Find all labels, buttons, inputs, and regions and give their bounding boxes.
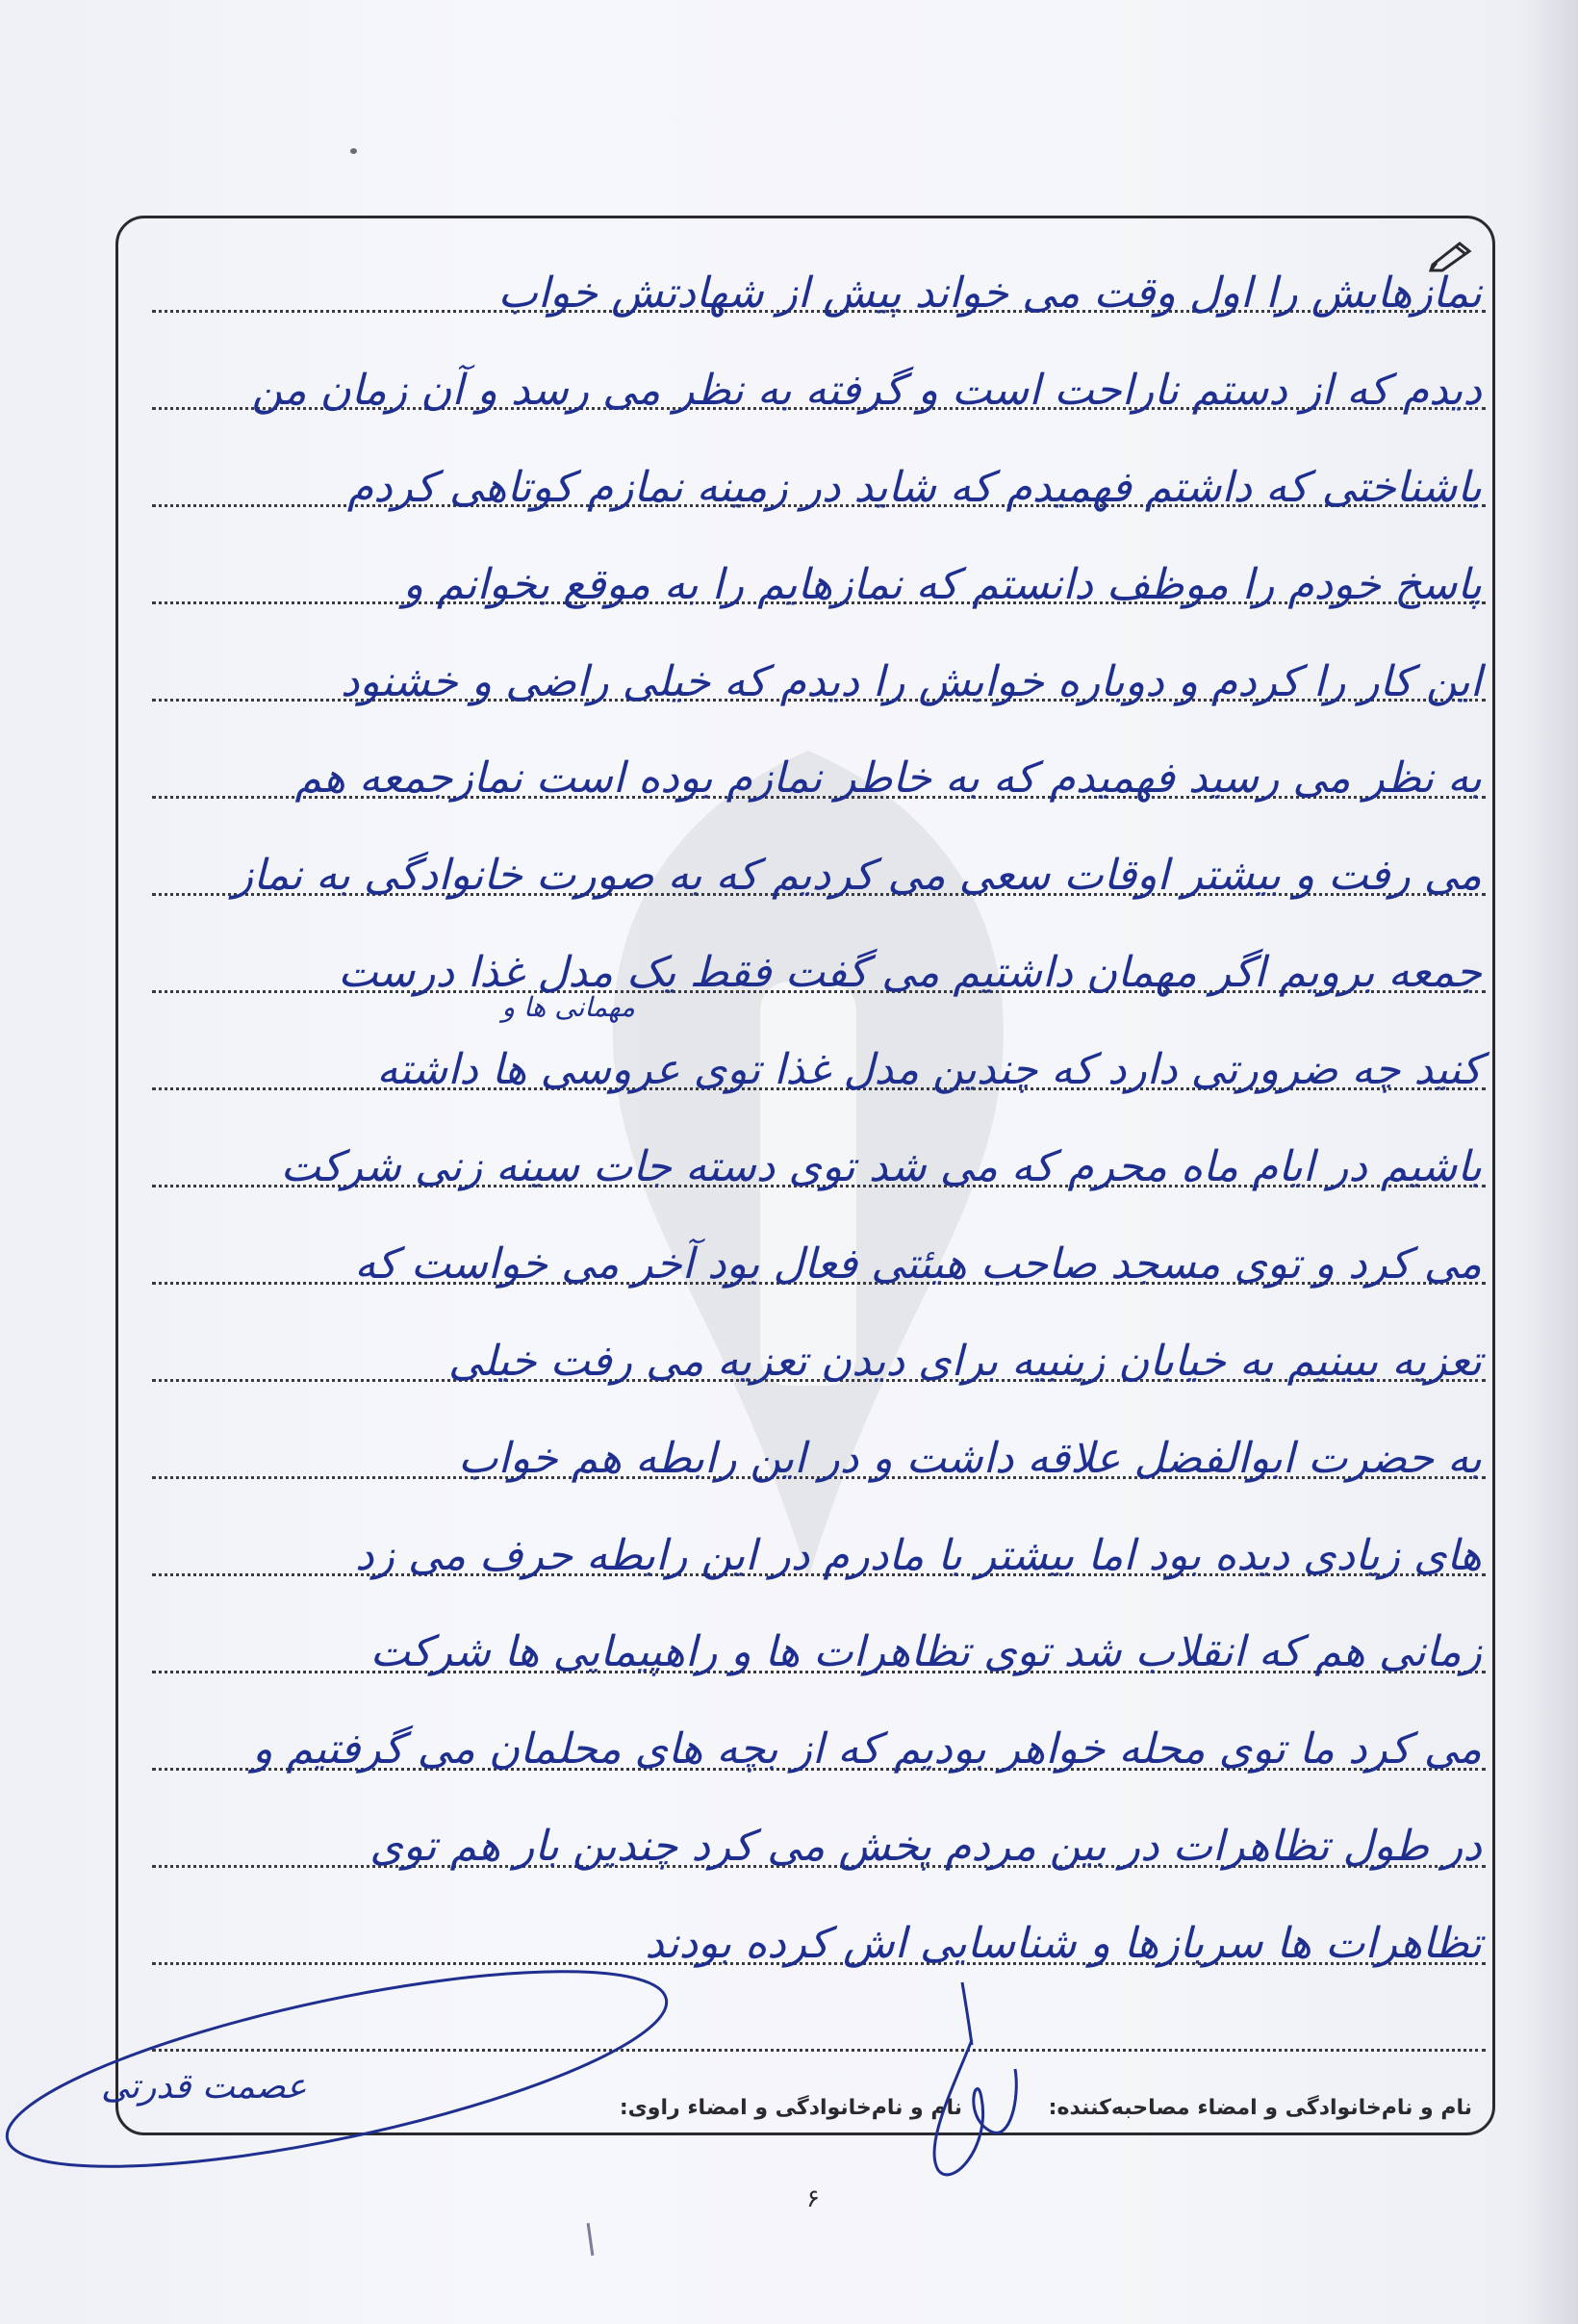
page-edge-shadow: [1520, 0, 1578, 2324]
handwritten-line: تعزیه ببینیم به خیابان زینبیه برای دیدن تعزیه می رفت خیلی: [447, 1336, 1482, 1386]
handwritten-line: تظاهرات ها سربازها و شناسایی اش کرده بودند: [645, 1919, 1482, 1969]
handwritten-line: می کرد ما توی محله خواهر بودیم که از بچه های محلمان می گرفتیم و: [252, 1724, 1482, 1775]
page-number: ۶: [806, 2184, 820, 2213]
narrator-name-handwritten: عصمت قدرتی: [101, 2067, 307, 2107]
handwritten-line: دیدم که از دستم ناراحت است و گرفته به نظر می رسد و آن زمان من: [251, 365, 1482, 415]
handwritten-line: زمانی هم که انقلاب شد توی تظاهرات ها و راهپیمایی ها شرکت: [369, 1627, 1482, 1677]
handwritten-line: نمازهایش را اول وقت می خواند پیش از شهادتش خواب: [497, 268, 1482, 318]
signature-footer: [173, 2096, 1491, 2134]
handwritten-line: مهمانی ها و کنید چه ضرورتی دارد که چندین مدل غذا توی عروسی ها داشته: [376, 991, 1482, 1095]
handwritten-line: می کرد و توی مسجد صاحب هیئتی فعال بود آخر می خواست که: [354, 1239, 1482, 1289]
handwritten-line: در طول تظاهرات در بین مردم پخش می کرد چندین بار هم توی: [369, 1822, 1482, 1872]
handwritten-text: [154, 245, 1482, 1993]
ink-dot: [350, 148, 357, 154]
narrator-signature-label: نام و نام‌خانوادگی و امضاء راوی:: [619, 2096, 962, 2120]
handwritten-line: پاسخ خودم را موظف دانستم که نمازهایم را به موقع بخوانم و: [402, 559, 1482, 609]
handwritten-line: باشیم در ایام ماه محرم که می شد توی دسته جات سینه زنی شرکت: [280, 1142, 1482, 1192]
interline-note: مهمانی ها و: [501, 991, 635, 1024]
handwritten-line: های زیادی دیده بود اما بیشتر با مادرم در این رابطه حرف می زد: [355, 1530, 1482, 1580]
handwritten-line: می رفت و بیشتر اوقات سعی می کردیم که به صورت خانوادگی به نماز: [232, 851, 1482, 901]
handwritten-line: این کار را کردم و دوباره خوابش را دیدم که خیلی راضی و خشنود: [340, 656, 1482, 706]
ruled-line: [152, 2049, 1486, 2052]
handwritten-line: جمعه برویم اگر مهمان داشتیم می گفت فقط یک مدل غذا درست: [338, 948, 1482, 998]
handwritten-line: به نظر می رسید فهمیدم که به خاطر نمازم بوده است نمازجمعه هم: [294, 753, 1482, 804]
handwritten-line: به حضرت ابوالفضل علاقه داشت و در این رابطه هم خواب: [458, 1433, 1482, 1483]
handwritten-line: باشناختی که داشتم فهمیدم که شاید در زمینه نمازم کوتاهی کردم: [346, 462, 1482, 512]
interviewer-signature-label: نام و نام‌خانوادگی و امضاء مصاحبه‌کننده:: [1048, 2096, 1472, 2120]
